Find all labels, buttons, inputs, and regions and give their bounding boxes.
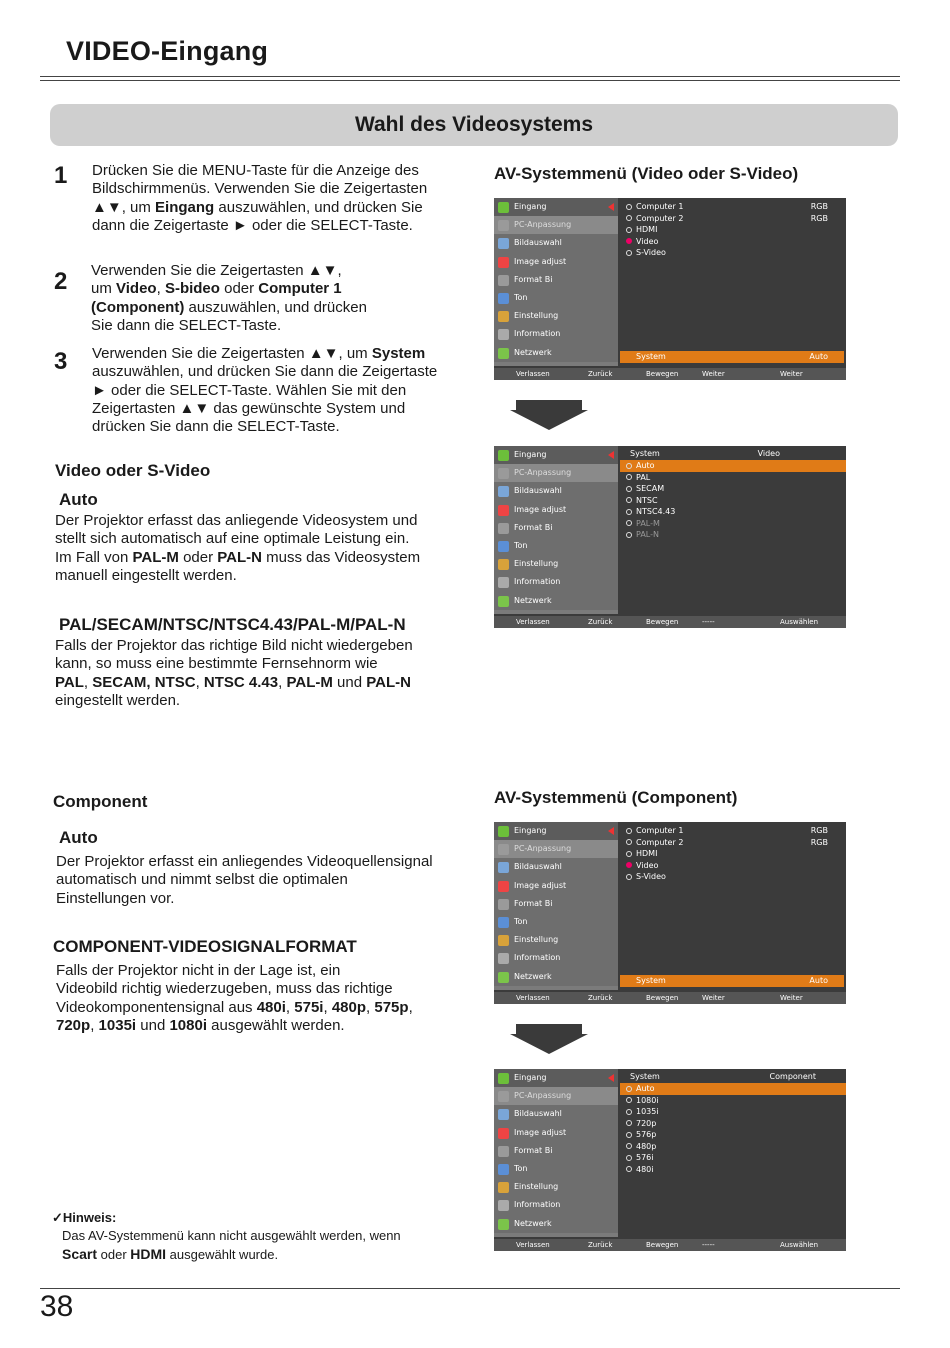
arrow-down-icon (510, 1024, 588, 1054)
radio-icon (626, 474, 632, 480)
step-2-line: (Component) auszuwählen, und drücken (91, 298, 367, 316)
osd-help-label: Weiter (780, 370, 803, 378)
osd-option-label: 480p (636, 1141, 657, 1151)
section-banner (50, 104, 898, 146)
menu-icon (498, 953, 509, 964)
menu-icon (498, 329, 509, 340)
osd-menu-item[interactable] (494, 573, 618, 591)
osd-input-option[interactable] (620, 247, 846, 259)
selection-arrow-icon (608, 203, 614, 211)
osd-menu-item[interactable] (494, 216, 618, 234)
osd-option-label: HDMI (636, 849, 658, 858)
page-title: VIDEO-Eingang (66, 36, 269, 66)
osd-menu-item[interactable] (494, 446, 618, 464)
osd-system-option[interactable] (620, 1129, 846, 1141)
note-line: Das AV-Systemmenü kann nicht ausgewählt werden, wenn (62, 1228, 401, 1243)
menu-icon (498, 468, 509, 479)
osd-help-label: Zurück (588, 994, 613, 1002)
osd-help-label: Verlassen (516, 370, 550, 378)
osd-menu-item[interactable] (494, 913, 618, 931)
osd-help-label: Bewegen (646, 618, 679, 626)
osd-menu-item[interactable] (494, 307, 618, 325)
header-rule-2 (40, 80, 900, 81)
osd-option-label: NTSC4.43 (636, 507, 676, 516)
menu-icon (498, 1128, 509, 1139)
osd-option-label: Computer 2 (636, 213, 684, 223)
section-banner-title: Wahl des Videosystems (354, 113, 594, 136)
osd-menu-item[interactable] (494, 949, 618, 967)
osd-menu-item[interactable] (494, 931, 618, 949)
av-menu-video-heading: AV-Systemmenü (Video oder S-Video) (494, 164, 799, 183)
osd-menu-item[interactable] (494, 1069, 618, 1087)
osd-input-menu-component (494, 822, 846, 1004)
osd-help-label: Verlassen (516, 1241, 550, 1249)
step-1-text (92, 162, 472, 235)
osd-option-label: Computer 1 (636, 826, 684, 835)
osd-option-value: RGB (810, 213, 828, 223)
step-1-line: dann die Zeigertaste ► oder die SELECT-Taste. (92, 216, 413, 234)
osd-menu-label: Information (514, 329, 561, 339)
osd-help-label: Bewegen (646, 1241, 679, 1249)
radio-icon (626, 486, 632, 492)
osd-system-option[interactable] (620, 1141, 846, 1153)
menu-icon (498, 1073, 509, 1084)
osd-help-label: Weiter (780, 994, 803, 1002)
osd-menu-label: Eingang (514, 826, 547, 835)
osd-help-label: Zurück (588, 618, 613, 626)
osd-input-list (620, 825, 846, 883)
osd-menu-item[interactable] (494, 1160, 618, 1178)
osd-system-menu-component (494, 1069, 846, 1251)
text-line: kann, so muss eine bestimmte Fernsehnorm wie (55, 655, 378, 673)
osd-menu-label: Ton (514, 1163, 528, 1173)
osd-help-bar (494, 616, 846, 628)
osd-system-title: System (630, 449, 660, 458)
osd-input-option[interactable] (620, 825, 846, 837)
osd-help-label: Bewegen (646, 370, 679, 378)
osd-menu-label: Netzwerk (514, 971, 552, 981)
step-2-line: um Video, S-bideo oder Computer 1 (91, 280, 342, 298)
osd-menu-item[interactable] (494, 1196, 618, 1214)
radio-icon (626, 839, 632, 845)
radio-icon (626, 828, 632, 834)
osd-input-option[interactable] (620, 201, 846, 213)
osd-menu-label: PC-Anpassung (514, 468, 572, 478)
osd-menu-label: PC-Anpassung (514, 844, 572, 854)
note-line: Scart oder HDMI ausgewählt wurde. (62, 1246, 279, 1262)
osd-menu-label: Format Bi (514, 522, 553, 532)
osd-menu-item[interactable] (494, 501, 618, 519)
step-1-line: Drücken Sie die MENU-Taste für die Anzeige des (92, 162, 419, 179)
osd-help-label: Weiter (702, 994, 725, 1002)
menu-icon (498, 826, 509, 837)
osd-input-list (620, 201, 846, 259)
pal-text (55, 637, 475, 710)
osd-system-option[interactable] (620, 1118, 846, 1130)
step-3-line: ► oder die SELECT-Taste. Wählen Sie mit den (92, 381, 407, 399)
osd-system-value: Auto (809, 352, 828, 361)
radio-icon (626, 497, 632, 503)
osd-option-label: PAL (636, 472, 651, 482)
osd-menu-item[interactable] (494, 840, 618, 858)
text-line: Falls der Projektor das richtige Bild nicht wiedergeben (55, 637, 413, 654)
osd-option-label: 1080i (636, 1095, 659, 1105)
osd-option-label: Auto (636, 461, 655, 470)
osd-input-option[interactable] (620, 860, 846, 872)
osd-help-bar (494, 1239, 846, 1251)
menu-icon (498, 505, 509, 516)
osd-help-label: Zurück (588, 1241, 613, 1249)
selection-arrow-icon (608, 451, 614, 459)
step-1-number: 1 (54, 162, 68, 189)
osd-menu-label: Information (514, 953, 561, 963)
osd-menu-item[interactable] (494, 271, 618, 289)
osd-help-label: Auswählen (780, 1241, 819, 1249)
menu-icon (498, 486, 509, 497)
osd-menu-label: Image adjust (514, 880, 567, 890)
osd-help-label: Weiter (702, 370, 725, 378)
radio-icon (626, 250, 632, 256)
osd-option-value: RGB (810, 826, 828, 835)
osd-system-list (620, 460, 846, 541)
menu-icon (498, 862, 509, 873)
osd-menu-item[interactable] (494, 289, 618, 307)
osd-option-label: NTSC (636, 495, 658, 505)
osd-menu-label: Format Bi (514, 274, 553, 284)
step-3-line: Verwenden Sie die Zeigertasten ▲▼, um System (92, 345, 426, 362)
osd-system-option[interactable] (620, 1164, 846, 1176)
osd-system-mode: Video (757, 449, 780, 458)
component-auto-text (56, 853, 476, 908)
osd-menu-label: Ton (514, 916, 528, 926)
osd-menu-label: Netzwerk (514, 347, 552, 357)
osd-menu-label: Information (514, 1200, 561, 1210)
osd-menu-item[interactable] (494, 464, 618, 482)
step-3-line: Zeigertasten ▲▼ das gewünschte System und (92, 399, 406, 417)
osd-menu-item[interactable] (494, 1087, 618, 1105)
video-heading: Video oder S-Video (55, 461, 211, 480)
text-line: Einstellungen vor. (56, 889, 175, 907)
radio-icon (626, 204, 632, 210)
osd-menu-label: PC-Anpassung (514, 1091, 572, 1101)
text-line: Der Projektor erfasst ein anliegendes Videoquellensignal (56, 853, 433, 870)
osd-option-label: 480i (636, 1164, 654, 1174)
osd-menu-label: Bildauswahl (514, 486, 562, 496)
osd-menu-list (494, 1069, 618, 1237)
text-line: manuell eingestellt werden. (55, 566, 237, 584)
osd-menu-item[interactable] (494, 895, 618, 913)
text-line: 720p, 1035i und 1080i ausgewählt werden. (56, 1016, 345, 1034)
step-3-line: auszuwählen, und drücken Sie dann die Zeigertaste (92, 363, 438, 381)
menu-icon (498, 596, 509, 607)
osd-option-label: Computer 2 (636, 837, 684, 847)
osd-option-label: Auto (636, 1084, 655, 1093)
osd-option-label: Video (636, 236, 659, 246)
radio-icon (626, 1166, 632, 1172)
osd-menu-label: Netzwerk (514, 1218, 552, 1228)
osd-menu-item[interactable] (494, 537, 618, 555)
menu-icon (498, 881, 509, 892)
osd-menu-label: Einstellung (514, 559, 559, 569)
osd-help-label: Auswählen (780, 618, 819, 626)
menu-icon (498, 1091, 509, 1102)
osd-menu-item[interactable] (494, 822, 618, 840)
radio-icon (626, 463, 632, 469)
selection-arrow-icon (608, 827, 614, 835)
osd-menu-label: Eingang (514, 450, 547, 459)
radio-icon (626, 509, 632, 515)
osd-help-label: ----- (702, 1241, 715, 1249)
page-number: 38 (40, 1290, 74, 1323)
av-menu-component-heading: AV-Systemmenü (Component) (494, 788, 738, 807)
osd-menu-item[interactable] (494, 253, 618, 271)
osd-option-label: 1035i (636, 1107, 659, 1116)
osd-menu-item[interactable] (494, 1142, 618, 1160)
radio-icon (626, 1086, 632, 1092)
step-2-line: Sie dann die SELECT-Taste. (91, 316, 282, 334)
osd-input-option[interactable] (620, 848, 846, 860)
radio-icon (626, 1155, 632, 1161)
menu-icon (498, 257, 509, 268)
radio-icon (626, 227, 632, 233)
osd-option-label: S-Video (636, 248, 666, 257)
osd-menu-label: Eingang (514, 1073, 547, 1082)
osd-menu-item[interactable] (494, 482, 618, 500)
osd-help-label: Bewegen (646, 994, 679, 1002)
osd-menu-item[interactable] (494, 968, 618, 986)
step-3-text (92, 345, 472, 436)
radio-icon (626, 1120, 632, 1126)
osd-system-list (620, 1083, 846, 1175)
menu-icon (498, 523, 509, 534)
osd-system-option[interactable] (620, 1152, 846, 1164)
note-text (62, 1227, 482, 1264)
osd-menu-label: Bildauswahl (514, 1109, 562, 1119)
osd-help-bar (494, 992, 846, 1004)
osd-system-header (620, 1071, 846, 1082)
step-3-line: drücken Sie dann die SELECT-Taste. (92, 418, 340, 436)
text-line: Videokomponentensignal aus 480i, 575i, 480p, 575p, (56, 998, 413, 1016)
osd-menu-item[interactable] (494, 858, 618, 876)
menu-icon (498, 1164, 509, 1175)
menu-icon (498, 1182, 509, 1193)
text-line: Falls der Projektor nicht in der Lage ist, ein (56, 962, 341, 979)
osd-menu-item[interactable] (494, 519, 618, 537)
osd-system-option[interactable] (620, 1106, 846, 1118)
osd-system-option[interactable] (620, 495, 846, 507)
step-3-number: 3 (54, 348, 68, 375)
osd-input-menu-video (494, 198, 846, 380)
menu-icon (498, 1146, 509, 1157)
osd-input-option[interactable] (620, 213, 846, 225)
menu-icon (498, 972, 509, 983)
menu-icon (498, 238, 509, 249)
osd-option-label: HDMI (636, 225, 658, 234)
osd-menu-item[interactable] (494, 1215, 618, 1233)
menu-icon (498, 450, 509, 461)
osd-option-label: PAL-M (636, 518, 660, 528)
osd-option-label: 720p (636, 1118, 657, 1128)
osd-help-bar (494, 368, 846, 380)
step-2-number: 2 (54, 268, 68, 295)
osd-help-label: Verlassen (516, 994, 550, 1002)
osd-menu-label: Information (514, 577, 561, 587)
radio-icon (626, 862, 632, 868)
osd-menu-label: Format Bi (514, 898, 553, 908)
text-line: Der Projektor erfasst das anliegende Videosystem und (55, 512, 418, 529)
radio-icon (626, 215, 632, 221)
component-format-heading: COMPONENT-VIDEOSIGNALFORMAT (53, 937, 357, 956)
osd-system-value: Auto (809, 976, 828, 985)
component-auto-heading: Auto (59, 828, 98, 847)
osd-option-label: Computer 1 (636, 202, 684, 211)
text-line: PAL, SECAM, NTSC, NTSC 4.43, PAL-M und PAL-N (55, 673, 411, 691)
osd-system-option[interactable] (620, 1095, 846, 1107)
menu-icon (498, 311, 509, 322)
pal-heading: PAL/SECAM/NTSC/NTSC4.43/PAL-M/PAL-N (59, 615, 406, 634)
osd-system-row[interactable] (620, 351, 844, 363)
radio-icon (626, 1132, 632, 1138)
menu-icon (498, 541, 509, 552)
osd-system-header (620, 448, 846, 459)
osd-menu-label: Bildauswahl (514, 862, 562, 872)
osd-system-option[interactable] (620, 483, 846, 495)
osd-option-label: SECAM (636, 484, 665, 493)
osd-system-option[interactable] (620, 472, 846, 484)
arrow-down-icon (510, 400, 588, 430)
osd-menu-label: Format Bi (514, 1145, 553, 1155)
osd-input-option[interactable] (620, 236, 846, 248)
menu-icon (498, 559, 509, 570)
osd-help-label: ----- (702, 618, 715, 626)
menu-icon (498, 202, 509, 213)
menu-icon (498, 935, 509, 946)
osd-menu-item[interactable] (494, 234, 618, 252)
osd-menu-label: Netzwerk (514, 595, 552, 605)
footer-rule (40, 1288, 900, 1289)
video-auto-heading: Auto (59, 490, 98, 509)
osd-menu-item[interactable] (494, 198, 618, 216)
radio-icon (626, 1143, 632, 1149)
note-title: ✓Hinweis: (52, 1210, 117, 1225)
osd-menu-item[interactable] (494, 1178, 618, 1196)
menu-icon (498, 1219, 509, 1230)
radio-icon (626, 238, 632, 244)
osd-input-option[interactable] (620, 224, 846, 236)
header-rule (40, 76, 900, 77)
osd-system-option[interactable] (620, 506, 846, 518)
component-format-text (56, 962, 476, 1035)
osd-input-option[interactable] (620, 837, 846, 849)
step-1-line: Bildschirmmenüs. Verwenden Sie die Zeigertasten (92, 180, 428, 198)
menu-icon (498, 220, 509, 231)
osd-menu-item[interactable] (494, 877, 618, 895)
osd-menu-list (494, 198, 618, 366)
osd-system-label: System (636, 976, 666, 985)
osd-option-label: Video (636, 860, 659, 870)
osd-system-option[interactable] (620, 529, 846, 541)
video-auto-text (55, 512, 475, 585)
osd-menu-list (494, 822, 618, 990)
text-line: eingestellt werden. (55, 691, 181, 709)
osd-system-title: System (630, 1072, 660, 1081)
radio-icon (626, 532, 632, 538)
text-line: stellt sich automatisch auf eine optimale Leistung ein. (55, 530, 410, 548)
radio-icon (626, 851, 632, 857)
osd-option-value: RGB (810, 202, 828, 211)
osd-option-value: RGB (810, 837, 828, 847)
osd-option-label: 576i (636, 1153, 654, 1162)
osd-menu-item[interactable] (494, 1124, 618, 1142)
text-line: automatisch und nimmt selbst die optimalen (56, 871, 348, 889)
osd-help-label: Zurück (588, 370, 613, 378)
menu-icon (498, 275, 509, 286)
osd-menu-item[interactable] (494, 325, 618, 343)
osd-system-label: System (636, 352, 666, 361)
radio-icon (626, 1109, 632, 1115)
osd-menu-label: Einstellung (514, 935, 559, 945)
osd-help-label: Verlassen (516, 618, 550, 626)
menu-icon (498, 293, 509, 304)
menu-icon (498, 899, 509, 910)
osd-menu-label: Bildauswahl (514, 238, 562, 248)
osd-menu-label: Ton (514, 292, 528, 302)
step-1-line: ▲▼, um Eingang auszuwählen, und drücken Sie (92, 198, 423, 216)
osd-menu-item[interactable] (494, 555, 618, 573)
menu-icon (498, 844, 509, 855)
radio-icon (626, 520, 632, 526)
osd-system-mode: Component (769, 1072, 816, 1081)
osd-system-option[interactable] (620, 1083, 846, 1095)
text-line: Videobild richtig wiederzugeben, muss das richtige (56, 980, 393, 998)
osd-system-menu-video (494, 446, 846, 628)
osd-menu-label: Einstellung (514, 311, 559, 321)
osd-menu-list (494, 446, 618, 614)
radio-icon (626, 1097, 632, 1103)
step-2-text (91, 262, 471, 335)
osd-system-option[interactable] (620, 518, 846, 530)
menu-icon (498, 1109, 509, 1120)
text-line: Im Fall von PAL-M oder PAL-N muss das Videosystem (55, 548, 421, 566)
osd-menu-item[interactable] (494, 592, 618, 610)
osd-menu-label: Image adjust (514, 256, 567, 266)
selection-arrow-icon (608, 1074, 614, 1082)
osd-menu-label: Image adjust (514, 504, 567, 514)
menu-icon (498, 1200, 509, 1211)
osd-option-label: S-Video (636, 872, 666, 881)
osd-menu-item[interactable] (494, 344, 618, 362)
osd-menu-label: PC-Anpassung (514, 220, 572, 230)
osd-menu-item[interactable] (494, 1105, 618, 1123)
osd-menu-label: Image adjust (514, 1127, 567, 1137)
menu-icon (498, 348, 509, 359)
osd-input-option[interactable] (620, 871, 846, 883)
menu-icon (498, 917, 509, 928)
osd-menu-label: Einstellung (514, 1182, 559, 1192)
osd-option-label: PAL-N (636, 530, 659, 539)
component-heading: Component (53, 792, 148, 811)
osd-menu-label: Eingang (514, 202, 547, 211)
osd-menu-label: Ton (514, 540, 528, 550)
osd-option-label: 576p (636, 1130, 657, 1139)
menu-icon (498, 577, 509, 588)
step-2-line: Verwenden Sie die Zeigertasten ▲▼, (91, 262, 342, 279)
osd-system-option[interactable] (620, 460, 846, 472)
osd-system-row[interactable] (620, 975, 844, 987)
radio-icon (626, 874, 632, 880)
